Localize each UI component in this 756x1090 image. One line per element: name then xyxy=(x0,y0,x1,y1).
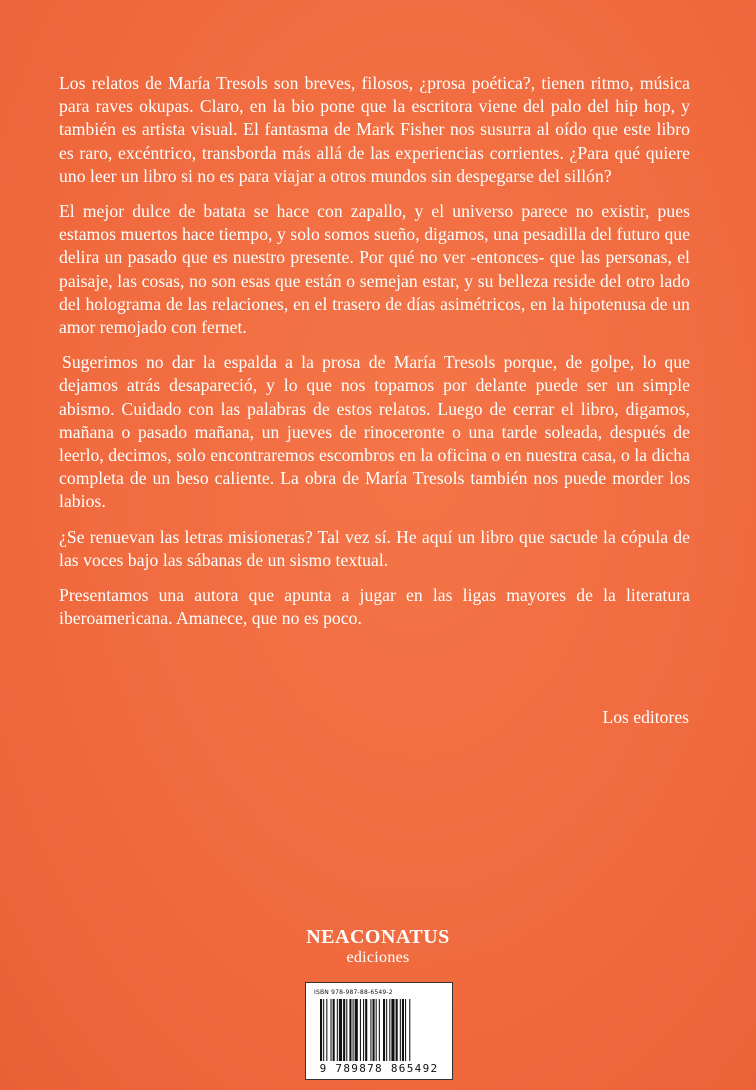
blurb-paragraph-2: El mejor dulce de batata se hace con zapallo, y el universo parece no existir, pues estamos muertos hace tiempo, y solo somos sueño, digamos, una pesadilla del futuro que delira un pasado que es nuestro presente. Por qué no ver -entonces- que las personas, el paisaje, las cosas, no son esas que están o semejan estar, y su belleza reside del otro lado del holograma de las relaciones, en el trasero de días asimétricos, en la hipotenusa de un amor remojado con fernet. xyxy=(59,201,690,338)
back-cover-blurb xyxy=(59,72,690,642)
publisher-subtitle: ediciones xyxy=(346,949,410,966)
barcode-digits: 9 789878 865492 xyxy=(319,1062,439,1075)
barcode-bars xyxy=(320,999,444,1061)
blurb-paragraph-4: ¿Se renuevan las letras misioneras? Tal vez sí. He aquí un libro que sacude la cópula de las voces bajo las sábanas de un sismo textual. xyxy=(59,526,690,570)
blurb-paragraph-5: Presentamos una autora que apunta a jugar en las ligas mayores de la literatura iberoamericana. Amanece, que no es poco. xyxy=(59,585,690,629)
publisher-logo xyxy=(0,926,756,968)
blurb-paragraph-3: Sugerimos no dar la espalda a la prosa de María Tresols porque, de golpe, lo que dejamos atrás desapareció, y lo que nos topamos por delante puede ser un simple abismo. Cuidado con las palabras de estos relatos. Luego de cerrar el libro, digamos, mañana o pasado mañana, un jueves de rinoceronte o una tarde soleada, después de leerlo, decimos, solo encontraremos escombros en la oficina o en nuestra casa, o la dicha completa de un beso caliente. La obra de María Tresols también nos puede morder los labios. xyxy=(59,352,690,512)
isbn-barcode xyxy=(305,982,453,1080)
isbn-label: ISBN 978-987-88-6549-2 xyxy=(314,989,393,996)
editors-signature: Los editores xyxy=(602,707,689,727)
blurb-paragraph-1: Los relatos de María Tresols son breves, filosos, ¿prosa poética?, tienen ritmo, música para raves okupas. Claro, en la bio pone que la escritora viene del palo del hip hop, y también es artista visual. El fantasma de Mark Fisher nos susurra al oído que este libro es raro, excéntrico, transborda más allá de las experiencias corrientes. ¿Para qué quiere uno leer un libro si no es para viajar a otros mundos sin despegarse del sillón? xyxy=(59,73,690,186)
publisher-name: NEACONATUS xyxy=(306,926,450,948)
